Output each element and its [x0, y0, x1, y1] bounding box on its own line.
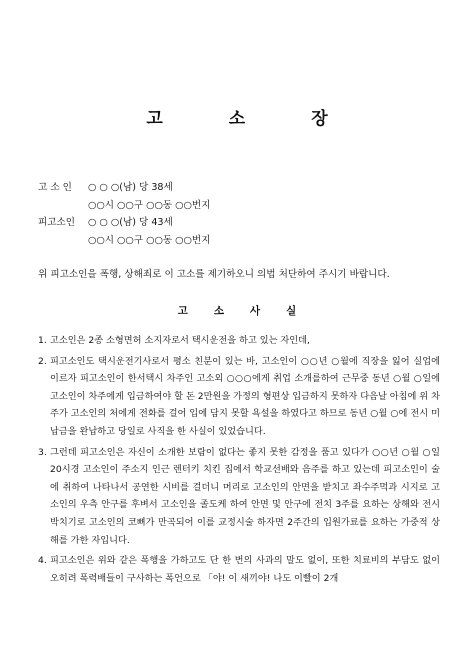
title-char: 고	[146, 109, 163, 129]
complainant-role-label: 고 소 인	[38, 182, 72, 193]
defendant-role-label: 피고소인	[38, 217, 76, 228]
heading-char: 실	[286, 305, 297, 317]
defendant-info: ○ ○ ○(남) 당 43세	[88, 217, 173, 228]
section-heading	[0, 303, 474, 318]
complainant-block	[38, 181, 210, 212]
list-item	[38, 444, 440, 550]
item-text: 피고소인은 위와 같은 폭행을 가하고도 단 한 번의 사과의 말도 없이, 또한 치료비의 부담도 없이 오히려 폭력배들이 구사하는 폭언으로 「야! 이 새끼야! 나도 이빨이 2개	[50, 555, 440, 584]
intro-paragraph: 위 피고소인을 폭행, 상해죄로 이 고소를 제기하오니 의법 처단하여 주시기 바랍니다.	[38, 269, 390, 280]
heading-char: 사	[250, 305, 261, 317]
title-char: 장	[311, 109, 328, 129]
list-item	[38, 332, 440, 350]
item-number: 4.	[38, 555, 47, 567]
item-number: 3.	[38, 446, 47, 458]
list-item	[38, 552, 440, 587]
heading-char: 소	[213, 305, 224, 317]
defendant-address: ○○시 ○○구 ○○동 ○○번지	[88, 235, 211, 246]
heading-char: 고	[177, 305, 188, 317]
item-text: 그런데 피고소인은 자신이 소개한 보람이 없다는 좋지 못한 감정을 품고 있다가 ○○년 ○월 ○일 20시경 고소인이 주소지 인근 렌터키 치킨 집에서 학교선배와 음주를 하고 있는데 피고소인이 술에 취하여 나타나서 공연한 시비를 걸더니 머리로 고소인의 안면을 받치고 좌수주먹과 시지로 고소인의 우측 안구를 후벼서 고소인을 졸도케 하여 안면 및 안구에 전치 3주를 요하는 상해와 전시박치기로 고소인의 코뼈가 만곡되어 이를 교정시술 하자면 2주간의 입원가료를 요하는 가중적 상해를 가한 자입니다.	[50, 446, 440, 546]
complainant-info: ○ ○ ○(남) 당 38세	[88, 182, 173, 193]
facts-list	[38, 332, 440, 587]
list-item	[38, 353, 440, 441]
item-number: 2.	[38, 355, 47, 367]
item-text: 피고소인도 택시운전기사로서 평소 친분이 있는 바, 고소인이 ○○년 ○월에 직장을 잃어 실업에 이르자 피고소인이 한서택시 차주인 고소외 ○○○에게 취업 소개를하여 근무중 동년 ○월 ○일에 고소인이 차주에게 입금하여야 할 돈 2만원을 가정의 형편상 입금하지 못하자 다음날 아침에 위 차주가 고소인의 처에게 전화를 걸어 입에 담지 못할 욕설을 하였다고 하므로 동년 ○월 ○에 전시 미납금을 완납하고 당일로 사직을 한 사실이 있었습니다.	[50, 355, 440, 437]
title-char: 소	[228, 109, 246, 129]
complainant-address: ○○시 ○○구 ○○동 ○○번지	[88, 200, 211, 211]
defendant-block	[38, 216, 210, 247]
item-number: 1.	[38, 335, 47, 346]
document-title	[0, 104, 474, 129]
item-text: 고소인은 2종 소형면허 소지자로서 택시운전을 하고 있는 자인데,	[50, 335, 310, 346]
